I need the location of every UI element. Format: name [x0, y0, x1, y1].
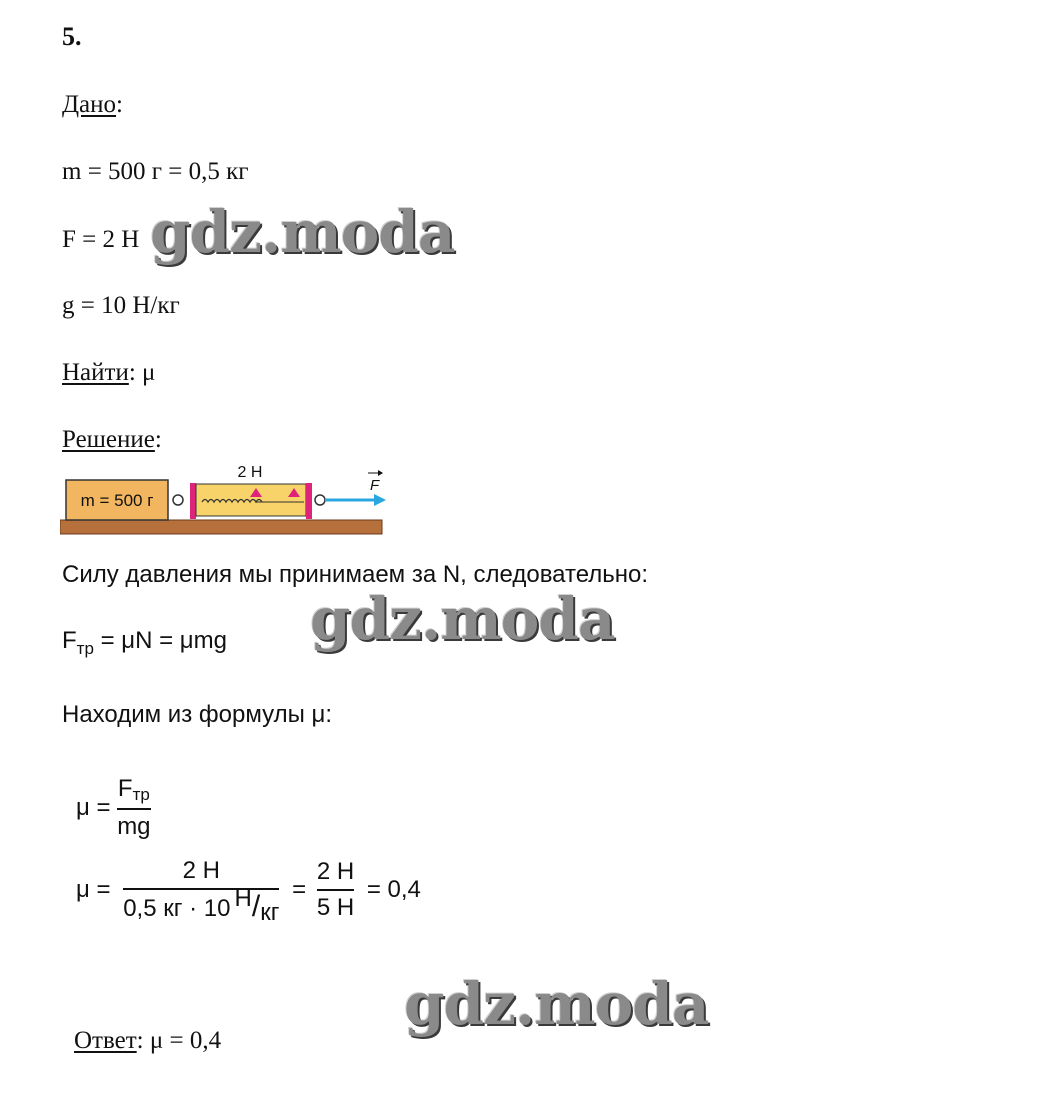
- dynamometer-reading: 2 Н: [237, 464, 263, 481]
- dynamometer-end-right: [306, 483, 312, 519]
- given-mass: m = 500 г = 0,5 кг: [62, 158, 249, 185]
- watermark-middle: gdz.moda: [310, 585, 615, 653]
- given-force: F = 2 Н: [62, 226, 140, 253]
- watermark-bottom: gdz.moda: [404, 970, 709, 1038]
- given-heading: Дано:: [62, 91, 123, 118]
- find-from-formula: Находим из формулы μ:: [62, 701, 332, 728]
- force-arrow-head: [374, 494, 386, 506]
- formula-mu-definition: μ = $\frac{\text{Fтр}}{mg}$: [76, 775, 151, 840]
- hook-right: [315, 495, 325, 505]
- watermark-top: gdz.moda: [150, 198, 455, 266]
- dynamometer-figure: [60, 460, 390, 538]
- friction-formula: $F_{тр} = \mu N = \mu mg$: [62, 627, 227, 658]
- hook-left: [173, 495, 183, 505]
- answer: Ответ: μ = 0,4: [74, 1027, 222, 1054]
- find-heading: Найти: μ: [62, 359, 156, 386]
- formula-mu-calculation: μ = $\frac{2 Н}{0,5 кг \cdot 10 Н/кг}$ = $\frac{2 Н}{5 Н}$ = 0,4: [76, 857, 421, 926]
- solution-heading: Решение:: [62, 426, 162, 453]
- block-label: m = 500 г: [80, 491, 154, 510]
- force-label: F: [370, 477, 380, 494]
- task-number: 5.: [62, 22, 82, 51]
- table-surface: [60, 520, 382, 534]
- given-gravity: g = 10 Н/кг: [62, 292, 180, 319]
- dynamometer-end-left: [190, 483, 196, 519]
- force-vector-head: [378, 470, 383, 476]
- pressure-line: Силу давления мы принимаем за N, следовательно:: [62, 561, 649, 588]
